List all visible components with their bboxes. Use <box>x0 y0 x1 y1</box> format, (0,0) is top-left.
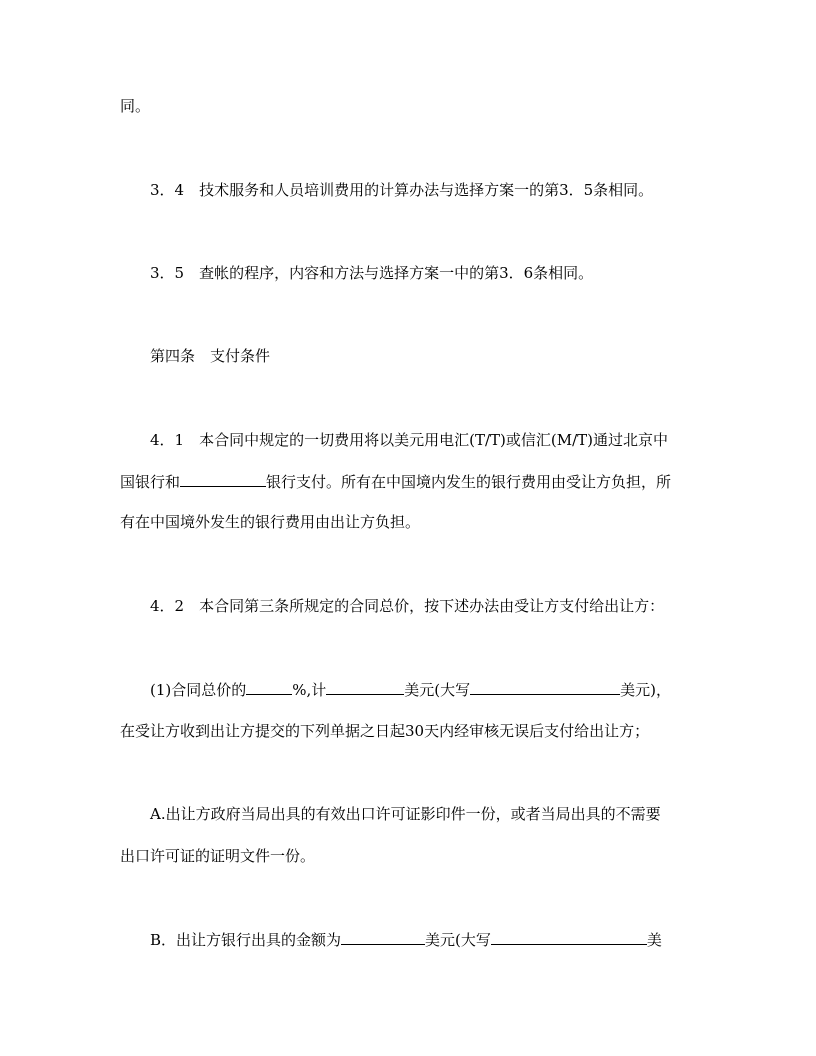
article-4-title <box>150 346 270 366</box>
clause-4-1-line3-text: 有在中国境外发生的银行费用由出让方负担。 <box>120 513 421 531</box>
clause-4-2-text: 4．2 本合同第三条所规定的合同总价，按下述办法由受让方支付给出让方： <box>150 597 665 615</box>
item-b-line1 <box>150 929 662 950</box>
bank-amount-blank <box>341 929 425 945</box>
item-1-text-b: %,计 <box>292 681 327 699</box>
article-4-title-text: 第四条 支付条件 <box>150 347 271 365</box>
item-a-line1 <box>150 804 661 824</box>
amount-blank <box>326 679 404 695</box>
bank-amount-words-blank <box>491 929 647 945</box>
clause-3-4-text: 3．4 技术服务和人员培训费用的计算办法与选择方案一的第3．5条相同。 <box>150 181 654 199</box>
item-1-text-a: (1)合同总价的 <box>150 681 247 699</box>
item-1-line1 <box>150 679 671 700</box>
item-a-line2 <box>120 846 315 866</box>
clause-4-2 <box>150 596 664 616</box>
percent-blank <box>246 679 292 695</box>
item-1-text-d: 美元)， <box>620 681 671 699</box>
text-tongyi: 同。 <box>120 97 151 115</box>
clause-4-1-line3 <box>120 512 420 532</box>
clause-3-5-text: 3．5 查帐的程序，内容和方法与选择方案一中的第3．6条相同。 <box>150 264 594 282</box>
bank-name-blank <box>180 471 266 487</box>
clause-4-1-line2-end: 银行支付。所有在中国境内发生的银行费用由受让方负担，所 <box>266 473 672 491</box>
item-b-text-b: 美元(大写 <box>425 931 491 949</box>
item-b-text-a: B．出让方银行出具的金额为 <box>150 931 342 949</box>
amount-words-blank <box>470 679 620 695</box>
item-1-line2 <box>120 721 649 741</box>
paragraph-continuation <box>120 96 150 116</box>
clause-3-5 <box>150 263 593 283</box>
item-a-line2-text: 出口许可证的证明文件一份。 <box>120 847 316 865</box>
clause-4-1-line1 <box>150 430 668 450</box>
item-a-line1-text: A.出让方政府当局出具的有效出口许可证影印件一份，或者当局出具的不需要 <box>150 805 661 823</box>
item-1-text-c: 美元(大写 <box>404 681 471 699</box>
clause-3-4 <box>150 180 653 200</box>
clause-4-1-line2-start: 国银行和 <box>120 473 181 491</box>
item-1-line2-text: 在受让方收到出让方提交的下列单据之日起30天内经审核无误后支付给出让方； <box>120 722 650 740</box>
clause-4-1-line2 <box>120 471 671 492</box>
item-b-text-c: 美 <box>646 931 662 949</box>
clause-4-1-line1-text: 4．1 本合同中规定的一切费用将以美元用电汇(T/T)或信汇(M/T)通过北京中 <box>150 431 668 449</box>
